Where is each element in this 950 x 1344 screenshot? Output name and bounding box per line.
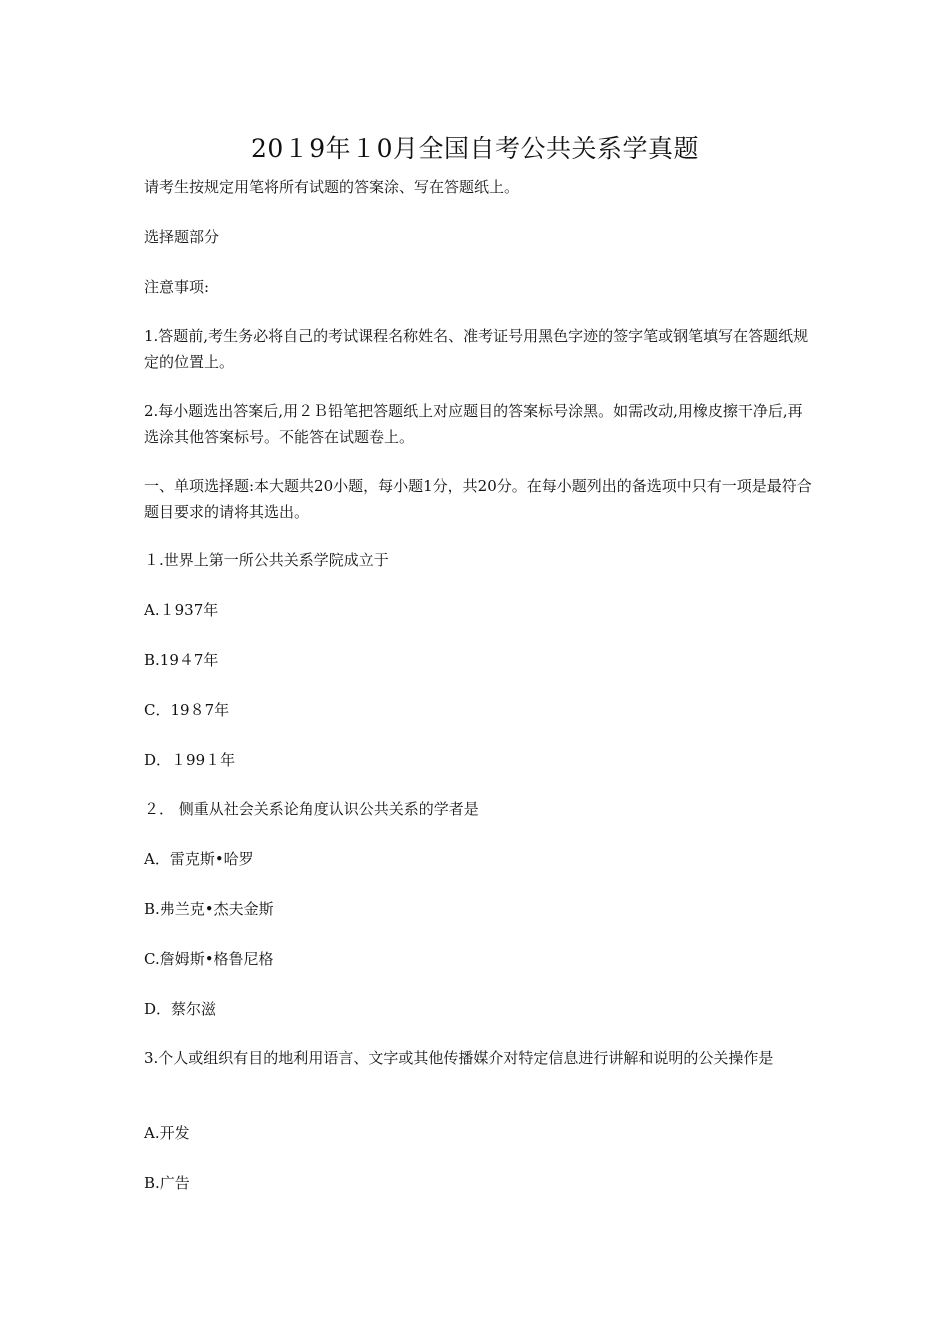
document-title: 20１9年１0月全国自考公共关系学真题 [250,134,700,163]
question-1-option-a: A.１937年 [144,601,219,619]
section-label: 选择题部分 [144,228,220,246]
question-3-option-a: A.开发 [144,1124,190,1142]
question-2-option-a: A．雷克斯•哈罗 [144,850,254,868]
question-1-option-b: B.19４7年 [144,651,219,669]
question-2-option-b: B.弗兰克•杰夫金斯 [144,900,274,918]
question-stem-1: １.世界上第一所公共关系学院成立于 [144,551,389,569]
notice-item-2: 2.每小题选出答案后,用２Ｂ铅笔把答题纸上对应题目的答案标号涂黑。如需改动,用橡皮擦干净后,再选涂其他答案标号。不能答在试题卷上。 [144,402,803,446]
notice-item-1: 1.答题前,考生务必将自己的考试课程名称姓名、准考证号用黑色字迹的签字笔或钢笔填写在答题纸规定的位置上。 [144,327,809,371]
question-stem-2: ２． 侧重从社会关系论角度认识公共关系的学者是 [144,800,479,818]
question-2-option-d: D．蔡尔滋 [144,1000,217,1018]
intro-text: 请考生按规定用笔将所有试题的答案涂、写在答题纸上。 [144,178,520,196]
question-stem-3: 3.个人或组织有目的地利用语言、文字或其他传播媒介对特定信息进行讲解和说明的公关操作是 [144,1049,774,1067]
question-2-option-c: C.詹姆斯•格鲁尼格 [144,950,274,968]
question-1-option-c: C．19８7年 [144,701,230,719]
part-one-instructions: 一、单项选择题:本大题共20小题，每小题1分，共20分。在每小题列出的备选项中只有一项是最符合题目要求的请将其选出。 [144,477,812,521]
question-3-option-b: B.广告 [144,1174,190,1192]
notice-label: 注意事项: [144,278,210,296]
question-1-option-d: D．１99１年 [144,751,236,769]
